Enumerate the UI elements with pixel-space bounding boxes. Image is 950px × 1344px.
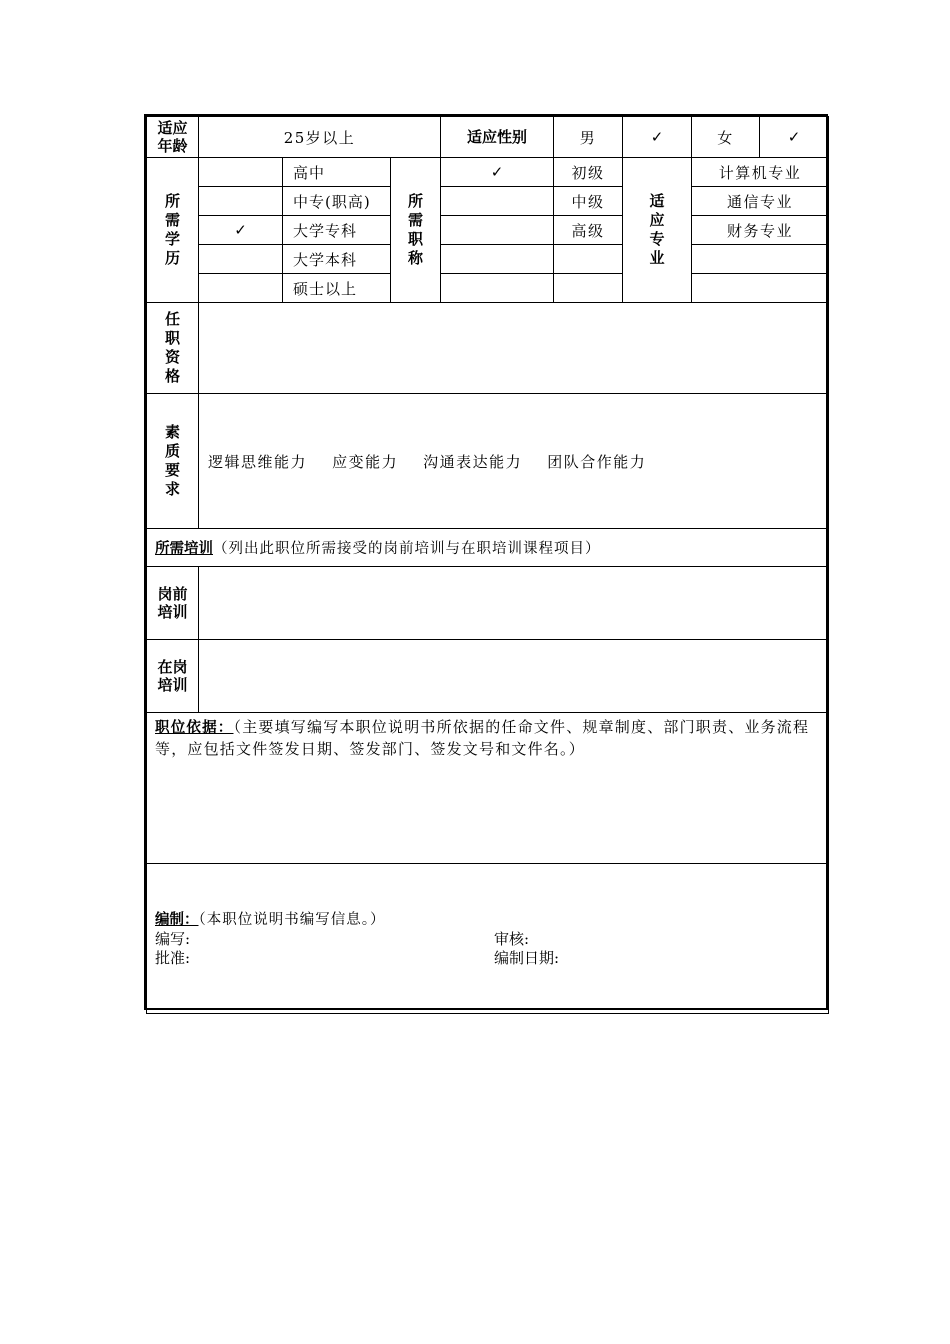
on-training-label (147, 640, 199, 713)
approver-label[interactable]: 批准: (155, 949, 191, 967)
major-item-2: 通信专业 (692, 187, 829, 216)
training-header-row (147, 529, 829, 567)
quality-label-text: 素质要求 (164, 423, 180, 498)
date-label[interactable]: 编制日期: (494, 949, 560, 967)
education-check-3[interactable]: ✓ (199, 216, 283, 245)
compile-title: 编制： (155, 912, 199, 928)
major-label (623, 158, 692, 303)
title-check-1[interactable]: ✓ (441, 158, 554, 187)
form-table (146, 116, 829, 1014)
sig-row-2 (155, 949, 820, 968)
title-label-text: 所需职称 (408, 192, 424, 267)
education-item-3: 大学专科 (283, 216, 391, 245)
education-check-5[interactable] (199, 274, 283, 303)
title-item-1: 初级 (554, 158, 623, 187)
gender-label: 适应性别 (441, 117, 554, 158)
education-row-4 (147, 245, 829, 274)
quality-label (147, 394, 199, 529)
age-label (147, 117, 199, 158)
pre-training-label (147, 567, 199, 640)
compile-cell (147, 864, 829, 1014)
title-check-5[interactable] (441, 274, 554, 303)
compile-note: （本职位说明书编写信息。） (198, 912, 386, 928)
job-description-form (144, 114, 828, 1010)
title-item-2: 中级 (554, 187, 623, 216)
title-item-4 (554, 245, 623, 274)
reviewer-label[interactable]: 审核: (494, 930, 530, 948)
pre-training-row (147, 567, 829, 640)
training-title: 所需培训 (155, 541, 213, 557)
sig-row-1 (155, 930, 820, 949)
major-item-4 (692, 245, 829, 274)
gender-male-check[interactable]: ✓ (623, 117, 692, 158)
basis-cell[interactable] (147, 713, 829, 864)
education-row-5 (147, 274, 829, 303)
qualification-label-text: 任职资格 (164, 310, 180, 385)
education-item-5: 硕士以上 (283, 274, 391, 303)
major-item-3: 财务专业 (692, 216, 829, 245)
writer-label[interactable]: 编写: (155, 930, 191, 948)
quality-row (147, 394, 829, 529)
education-row-3 (147, 216, 829, 245)
qualification-label (147, 303, 199, 394)
training-note: （列出此职位所需接受的岗前培训与在职培训课程项目） (213, 541, 601, 557)
compile-row (147, 864, 829, 1014)
age-gender-row (147, 117, 829, 158)
education-item-4: 大学本科 (283, 245, 391, 274)
education-item-1: 高中 (283, 158, 391, 187)
pre-training-label-text: 岗前培训 (157, 585, 188, 621)
on-training-label-text: 在岗培训 (157, 658, 188, 694)
age-label-text: 适应年龄 (157, 119, 188, 155)
title-check-4[interactable] (441, 245, 554, 274)
education-label-text: 所需学历 (164, 192, 180, 267)
gender-male: 男 (554, 117, 623, 158)
major-item-5 (692, 274, 829, 303)
title-item-3: 高级 (554, 216, 623, 245)
education-check-2[interactable] (199, 187, 283, 216)
age-value[interactable]: 25岁以上 (199, 117, 441, 158)
pre-training-content[interactable] (199, 567, 829, 640)
education-check-4[interactable] (199, 245, 283, 274)
on-training-content[interactable] (199, 640, 829, 713)
gender-female: 女 (692, 117, 760, 158)
major-item-1: 计算机专业 (692, 158, 829, 187)
title-label (391, 158, 441, 303)
training-header (147, 529, 829, 567)
title-check-3[interactable] (441, 216, 554, 245)
basis-title: 职位依据： (155, 720, 234, 736)
education-row-2 (147, 187, 829, 216)
basis-note: （主要填写编写本职位说明书所依据的任命文件、规章制度、部门职责、业务流程等，应包括文件签发日期、签发部门、签发文号和文件名。） (155, 718, 810, 758)
education-label (147, 158, 199, 303)
qualification-row (147, 303, 829, 394)
quality-content[interactable]: 逻辑思维能力 应变能力 沟通表达能力 团队合作能力 (199, 394, 829, 529)
education-row-1 (147, 158, 829, 187)
major-label-text: 适应专业 (649, 192, 665, 267)
education-check-1[interactable] (199, 158, 283, 187)
on-training-row (147, 640, 829, 713)
title-check-2[interactable] (441, 187, 554, 216)
education-item-2: 中专(职高) (283, 187, 391, 216)
gender-female-check[interactable]: ✓ (760, 117, 829, 158)
qualification-content[interactable] (199, 303, 829, 394)
basis-row (147, 713, 829, 864)
title-item-5 (554, 274, 623, 303)
